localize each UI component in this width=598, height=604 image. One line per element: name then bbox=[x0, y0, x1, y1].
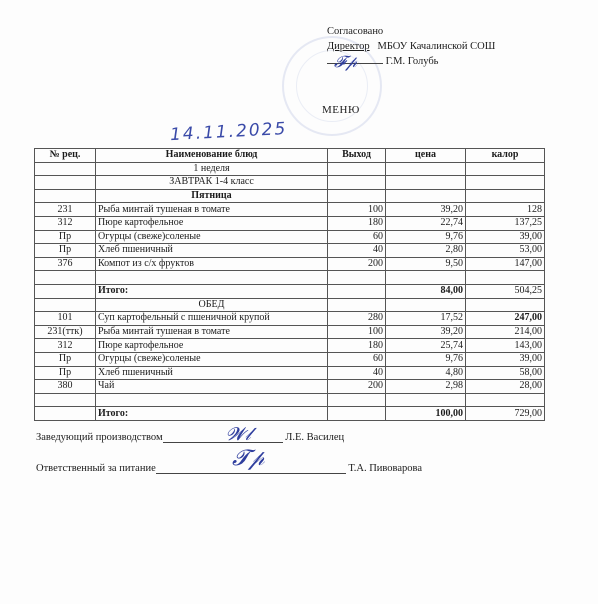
responsible-name: Т.А. Пивоварова bbox=[348, 463, 422, 474]
empty-row bbox=[35, 271, 545, 285]
day-row bbox=[35, 189, 545, 203]
total-label: Итого: bbox=[96, 284, 328, 298]
row-out: 180 bbox=[328, 339, 386, 353]
row-price: 25,74 bbox=[386, 339, 466, 353]
handwritten-date: 14.11.2025 bbox=[169, 118, 288, 146]
lunch-label: ОБЕД bbox=[96, 298, 328, 312]
row-cal: 39,00 bbox=[466, 352, 545, 366]
row-name: Рыба минтай тушеная в томате bbox=[96, 203, 328, 217]
row-price: 9,76 bbox=[386, 230, 466, 244]
row-code: 312 bbox=[35, 339, 96, 353]
table-row bbox=[35, 325, 545, 339]
empty-row bbox=[35, 393, 545, 407]
row-out: 200 bbox=[328, 380, 386, 394]
header-code: № рец. bbox=[35, 149, 96, 163]
row-name: Чай bbox=[96, 380, 328, 394]
row-code: 380 bbox=[35, 380, 96, 394]
row-name: Пюре картофельное bbox=[96, 216, 328, 230]
row-cal: 53,00 bbox=[466, 244, 545, 258]
row-cal: 39,00 bbox=[466, 230, 545, 244]
lunch-total-row bbox=[35, 407, 545, 421]
director-signature-icon: 𝓕𝓅 bbox=[334, 52, 358, 71]
total-cal: 504,25 bbox=[466, 284, 545, 298]
breakfast-row bbox=[35, 176, 545, 190]
row-cal: 137,25 bbox=[466, 216, 545, 230]
table-row bbox=[35, 203, 545, 217]
row-cal: 214,00 bbox=[466, 325, 545, 339]
row-code: 231(ттк) bbox=[35, 325, 96, 339]
row-out: 40 bbox=[328, 366, 386, 380]
row-out: 100 bbox=[328, 203, 386, 217]
approval-line: Согласовано bbox=[327, 26, 384, 37]
table-row bbox=[35, 380, 545, 394]
row-cal: 128 bbox=[466, 203, 545, 217]
week-row bbox=[35, 162, 545, 176]
production-signature-icon: 𝓦𝓁 bbox=[226, 424, 251, 445]
approval-position: Директор bbox=[327, 41, 370, 52]
total-cal: 729,00 bbox=[466, 407, 545, 421]
header-price: цена bbox=[386, 149, 466, 163]
row-price: 39,20 bbox=[386, 203, 466, 217]
table-row bbox=[35, 352, 545, 366]
row-price: 2,80 bbox=[386, 244, 466, 258]
responsible-signature-icon: 𝓣𝓅 bbox=[232, 446, 265, 471]
row-name: Суп картофельный с пшеничной крупой bbox=[96, 312, 328, 326]
row-out: 60 bbox=[328, 352, 386, 366]
row-out: 280 bbox=[328, 312, 386, 326]
row-out: 200 bbox=[328, 257, 386, 271]
table-row bbox=[35, 366, 545, 380]
row-name: Огурцы (свеже)соленые bbox=[96, 352, 328, 366]
header-cal: калор bbox=[466, 149, 545, 163]
breakfast-total-row bbox=[35, 284, 545, 298]
table-header-row bbox=[35, 149, 545, 163]
row-code: Пр bbox=[35, 244, 96, 258]
header-name: Наименование блюд bbox=[96, 149, 328, 163]
row-name: Хлеб пшеничный bbox=[96, 366, 328, 380]
table-row bbox=[35, 312, 545, 326]
row-cal: 28,00 bbox=[466, 380, 545, 394]
total-label: Итого: bbox=[96, 407, 328, 421]
row-price: 9,76 bbox=[386, 352, 466, 366]
header-out: Выход bbox=[328, 149, 386, 163]
responsible-label: Ответственный за питание bbox=[36, 463, 156, 474]
row-price: 2,98 bbox=[386, 380, 466, 394]
row-out: 100 bbox=[328, 325, 386, 339]
total-price: 84,00 bbox=[386, 284, 466, 298]
row-out: 180 bbox=[328, 216, 386, 230]
approval-director-name: Г.М. Голубь bbox=[385, 56, 439, 67]
lunch-row bbox=[35, 298, 545, 312]
row-price: 4,80 bbox=[386, 366, 466, 380]
table-row bbox=[35, 244, 545, 258]
table-row bbox=[35, 216, 545, 230]
row-cal: 247,00 bbox=[466, 312, 545, 326]
row-code: 101 bbox=[35, 312, 96, 326]
row-name: Огурцы (свеже)соленые bbox=[96, 230, 328, 244]
page-title: МЕНЮ bbox=[322, 104, 360, 116]
day-label: Пятница bbox=[96, 189, 328, 203]
row-code: Пр bbox=[35, 366, 96, 380]
row-code: Пр bbox=[35, 230, 96, 244]
row-code: 312 bbox=[35, 216, 96, 230]
production-label: Заведующий производством bbox=[36, 432, 163, 443]
row-price: 22,74 bbox=[386, 216, 466, 230]
row-price: 17,52 bbox=[386, 312, 466, 326]
row-cal: 143,00 bbox=[466, 339, 545, 353]
row-name: Компот из с/х фруктов bbox=[96, 257, 328, 271]
table-row bbox=[35, 257, 545, 271]
week-label: 1 неделя bbox=[96, 162, 328, 176]
row-code: 376 bbox=[35, 257, 96, 271]
table-row bbox=[35, 339, 545, 353]
row-price: 39,20 bbox=[386, 325, 466, 339]
breakfast-label: ЗАВТРАК 1-4 класс bbox=[96, 176, 328, 190]
row-name: Пюре картофельное bbox=[96, 339, 328, 353]
row-code: Пр bbox=[35, 352, 96, 366]
row-name: Рыба минтай тушеная в томате bbox=[96, 325, 328, 339]
total-price: 100,00 bbox=[386, 407, 466, 421]
row-price: 9,50 bbox=[386, 257, 466, 271]
row-name: Хлеб пшеничный bbox=[96, 244, 328, 258]
responsible-signature-row bbox=[36, 463, 422, 474]
row-out: 60 bbox=[328, 230, 386, 244]
production-name: Л.Е. Василец bbox=[285, 432, 345, 443]
row-cal: 58,00 bbox=[466, 366, 545, 380]
row-out: 40 bbox=[328, 244, 386, 258]
row-code: 231 bbox=[35, 203, 96, 217]
table-row bbox=[35, 230, 545, 244]
production-signature-row bbox=[36, 432, 344, 443]
approval-org: МБОУ Качалинской СОШ bbox=[377, 41, 496, 52]
menu-table bbox=[34, 148, 545, 421]
row-cal: 147,00 bbox=[466, 257, 545, 271]
